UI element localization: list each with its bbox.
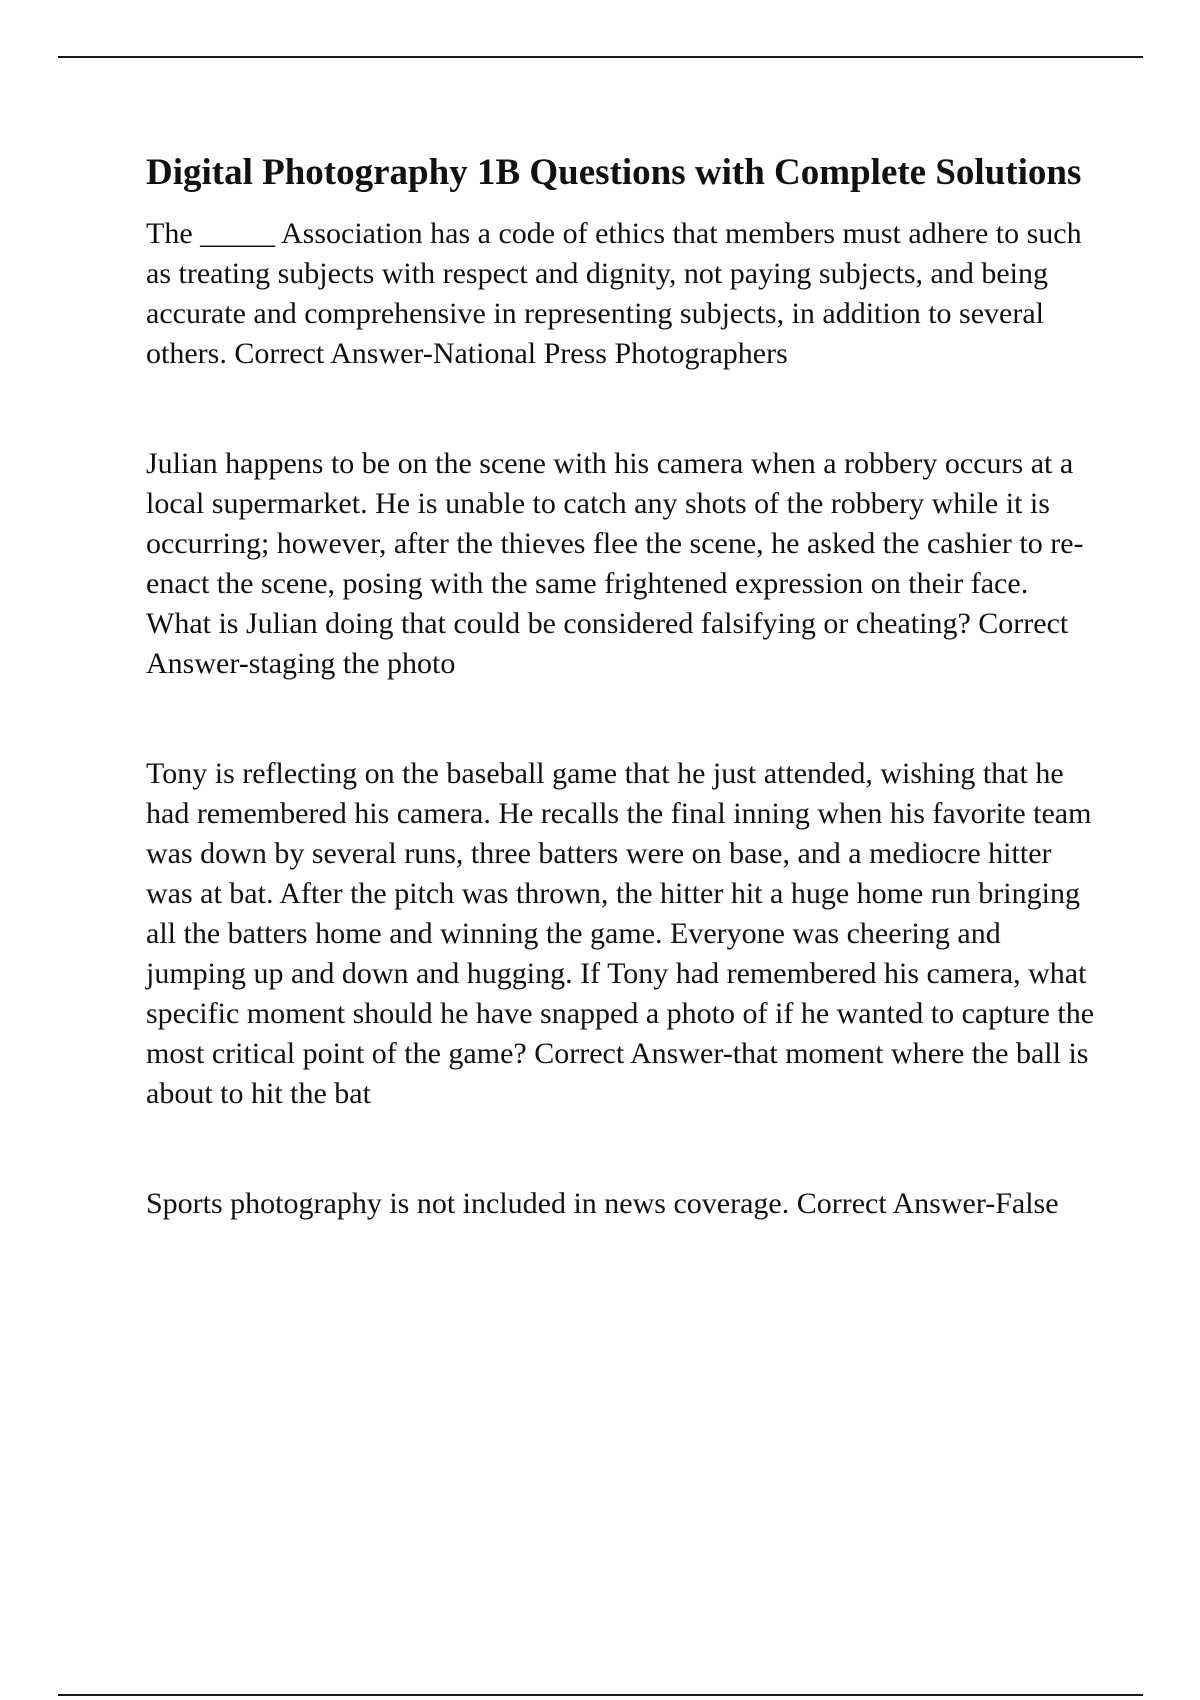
question-answer-3: Tony is reflecting on the baseball game that he just attended, wishing that he had remembered his camera. He recalls the final inning when his favorite team was down by several runs, three batters were on base, and a mediocre hitter was at bat. After the pitch was thrown, the hitter hit a huge home run bringing all the batters home and winning the game. Everyone was cheering and jumping up and down and hugging. If Tony had remembered his camera, what specific moment should he have snapped a photo of if he wanted to capture the most critical point of the game? Correct Answer-that moment where the ball is about to hit the bat	[146, 757, 1095, 1110]
document-body	[146, 148, 1096, 1224]
question-answer-1: The _____ Association has a code of ethics that members must adhere to such as treating subjects with respect and dignity, not paying subjects, and being accurate and comprehensive in representing subjects, in addition to several others. Correct Answer-National Press Photographers	[146, 217, 1082, 370]
header-rule	[58, 56, 1143, 58]
question-answer-4: Sports photography is not included in news coverage. Correct Answer-False	[146, 1187, 1059, 1220]
footer-rule	[58, 1694, 1143, 1696]
question-answer-2: Julian happens to be on the scene with his camera when a robbery occurs at a local supermarket. He is unable to catch any shots of the robbery while it is occurring; however, after the thieves flee the scene, he asked the cashier to re-enact the scene, posing with the same frightened expression on their face. What is Julian doing that could be considered falsifying or cheating? Correct Answer-staging the photo	[146, 447, 1084, 680]
document-title: Digital Photography 1B Questions with Complete Solutions	[146, 152, 1082, 193]
